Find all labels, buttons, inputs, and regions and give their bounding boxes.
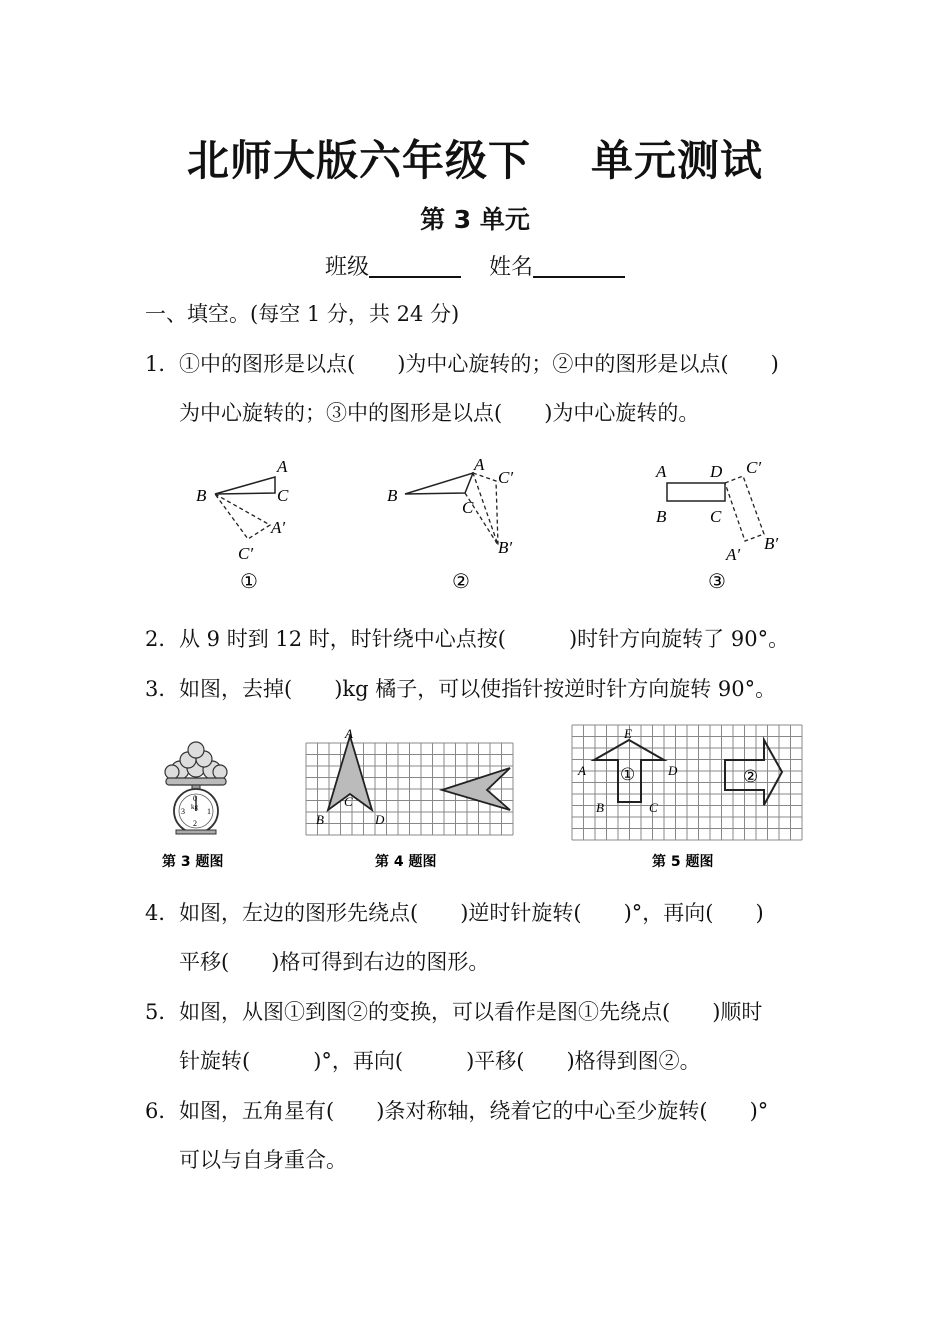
question-1: 1．①中的图形是以点( )为中心旋转的；②中的图形是以点( ) xyxy=(145,352,779,376)
caption-q3: 第 3 题图 xyxy=(162,854,224,870)
class-label: 班级 xyxy=(324,255,369,280)
section-heading: 一、填空。(每空 1 分，共 24 分) xyxy=(145,302,460,326)
scale-figure xyxy=(162,742,227,870)
svg-text:A′: A′ xyxy=(271,518,286,537)
svg-text:B′: B′ xyxy=(498,538,513,557)
svg-text:B: B xyxy=(656,507,667,526)
caption-q4: 第 4 题图 xyxy=(375,854,437,870)
svg-text:②: ② xyxy=(743,767,759,786)
svg-text:B: B xyxy=(387,486,398,505)
grid-figure-q5 xyxy=(572,725,802,840)
svg-text:C: C xyxy=(462,498,474,517)
class-blank[interactable] xyxy=(369,254,461,278)
question-1-cont: 为中心旋转的；③中的图形是以点( )为中心旋转的。 xyxy=(179,401,700,425)
question-5: 5．如图，从图①到图②的变换，可以看作是图①先绕点( )顺时 xyxy=(145,1000,763,1024)
svg-text:C: C xyxy=(649,800,658,815)
svg-text:B: B xyxy=(196,486,207,505)
svg-text:2: 2 xyxy=(193,819,197,828)
question-5-cont: 针旋转( )°，再向( )平移( )格得到图②。 xyxy=(179,1049,701,1073)
svg-text:A: A xyxy=(578,763,586,778)
figure-row-2 xyxy=(150,720,810,875)
svg-text:A′: A′ xyxy=(726,545,741,564)
rotation-figures xyxy=(180,445,800,600)
panel-label-1: ① xyxy=(240,571,258,593)
svg-text:B′: B′ xyxy=(764,534,779,553)
svg-text:3: 3 xyxy=(181,807,185,816)
svg-text:①: ① xyxy=(620,765,636,784)
svg-text:A: A xyxy=(345,726,353,741)
svg-text:1: 1 xyxy=(207,807,211,816)
svg-text:D: D xyxy=(710,462,723,481)
question-6-cont: 可以与自身重合。 xyxy=(179,1148,347,1172)
svg-text:C: C xyxy=(710,507,722,526)
svg-text:C: C xyxy=(277,486,289,505)
svg-text:E: E xyxy=(624,726,632,741)
page-title: 北师大版六年级下 单元测试 xyxy=(186,136,764,185)
arrow-shape-left xyxy=(316,726,510,870)
question-2: 2．从 9 时到 12 时，时针绕中心点按( )时针方向旋转了 90°。 xyxy=(145,627,790,651)
svg-text:C: C xyxy=(344,794,353,809)
figure-panel-1 xyxy=(196,457,289,593)
question-6: 6．如图，五角星有( )条对称轴，绕着它的中心至少旋转( )° xyxy=(145,1099,769,1123)
svg-text:B: B xyxy=(596,800,604,815)
svg-text:C′: C′ xyxy=(746,458,762,477)
panel-label-2: ② xyxy=(452,571,470,593)
unit-subtitle: 第 3 单元 xyxy=(420,205,530,234)
question-4-cont: 平移( )格可得到右边的图形。 xyxy=(179,950,490,974)
svg-text:C′: C′ xyxy=(498,468,514,487)
svg-text:kg: kg xyxy=(191,803,198,811)
svg-text:A: A xyxy=(656,462,667,481)
question-3: 3．如图，去掉( )kg 橘子，可以使指针按逆时针方向旋转 90°。 xyxy=(145,677,777,701)
question-4: 4．如图，左边的图形先绕点( )逆时针旋转( )°，再向( ) xyxy=(145,901,764,925)
svg-text:A: A xyxy=(474,455,485,474)
caption-q5: 第 5 题图 xyxy=(652,854,714,870)
name-blank[interactable] xyxy=(533,254,625,278)
svg-text:C′: C′ xyxy=(238,544,254,563)
svg-text:0: 0 xyxy=(193,794,197,803)
label-a: A xyxy=(277,457,288,476)
figure-panel-2 xyxy=(387,455,513,593)
student-info-line xyxy=(0,250,950,281)
svg-text:D: D xyxy=(668,763,678,778)
figure-panel-3 xyxy=(655,458,778,593)
svg-text:B: B xyxy=(316,812,324,827)
svg-text:D: D xyxy=(375,812,385,827)
name-label: 姓名 xyxy=(489,255,534,280)
panel-label-3: ③ xyxy=(708,571,726,593)
